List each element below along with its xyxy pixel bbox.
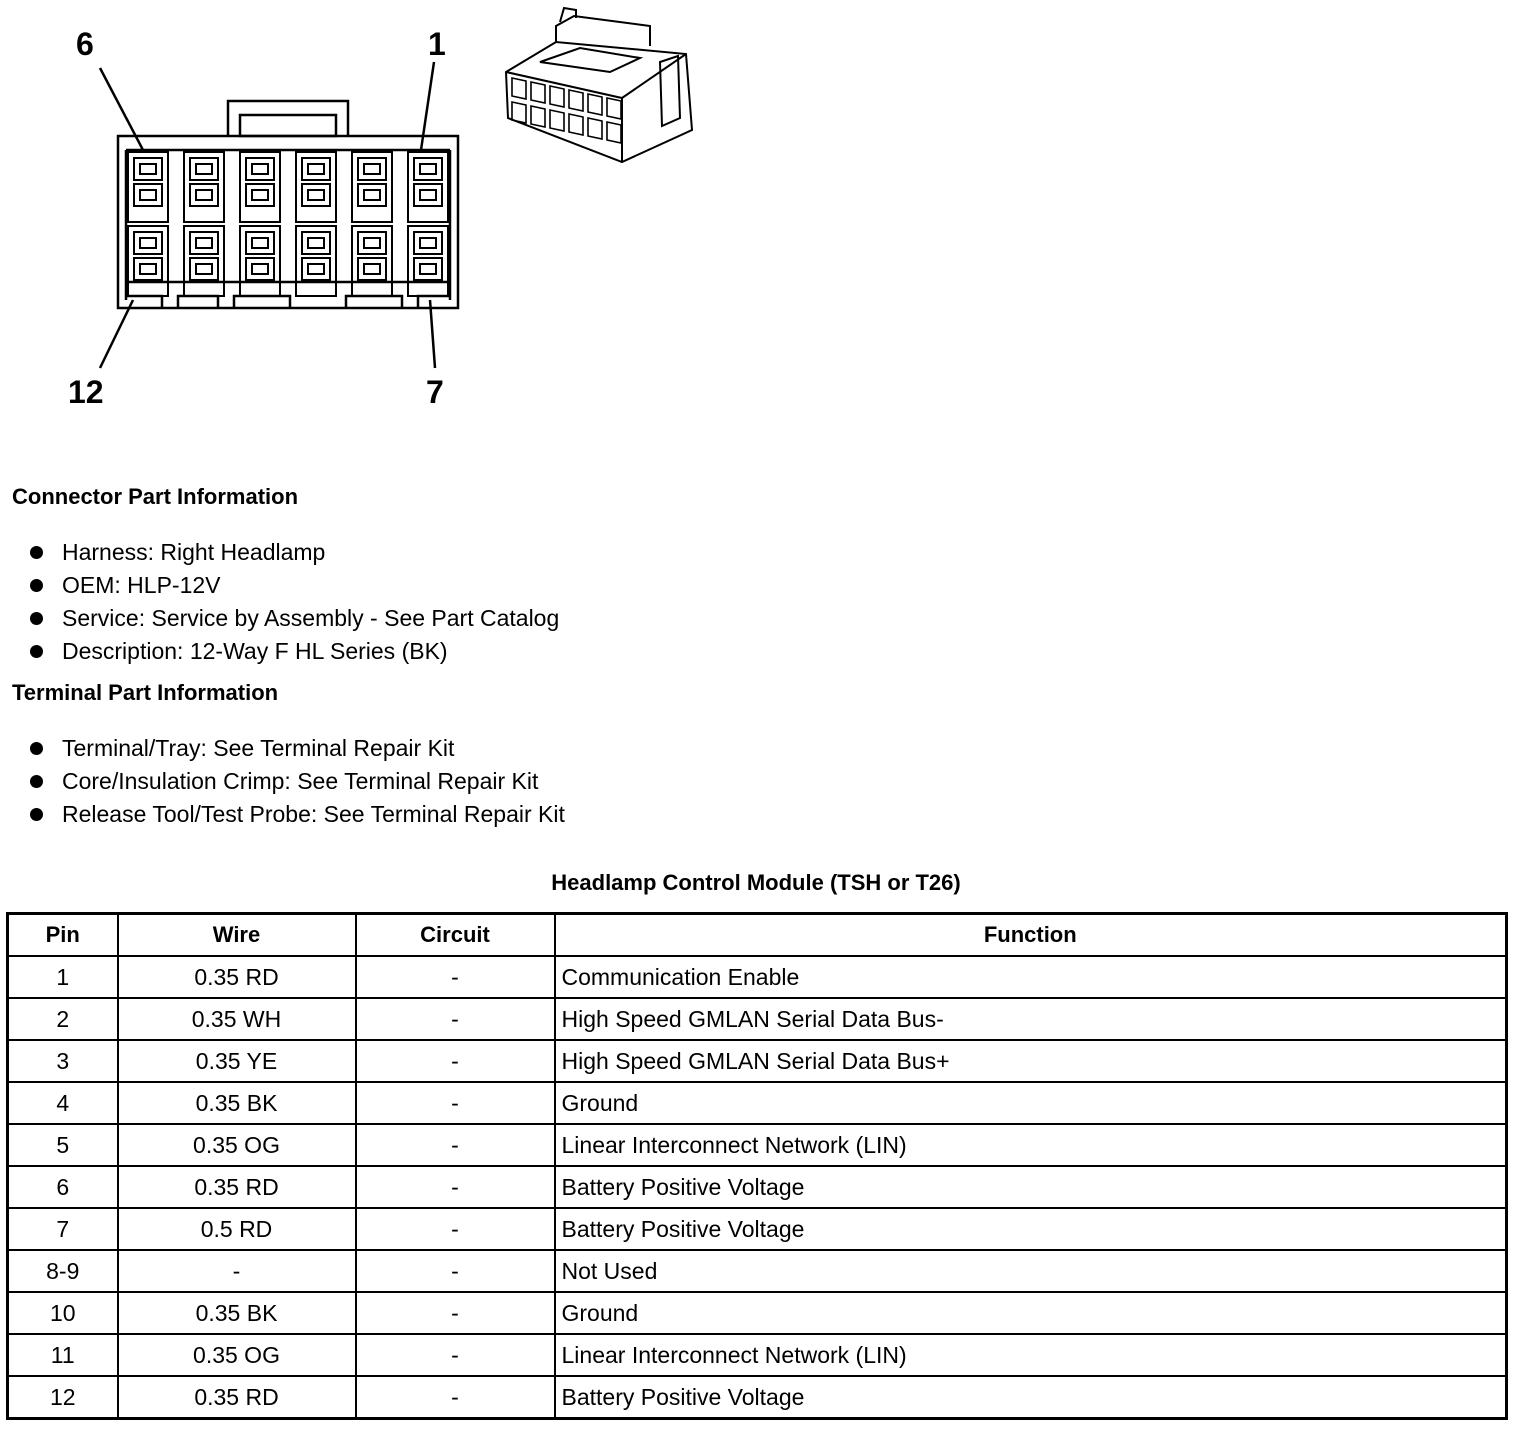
column-header-pin: Pin	[8, 914, 118, 957]
circuit-cell: -	[356, 1292, 555, 1334]
terminal-cavity	[352, 152, 392, 222]
table-row	[8, 1376, 1507, 1419]
bullet-icon	[30, 645, 43, 658]
pin-cell: 5	[8, 1124, 118, 1166]
list-item	[30, 732, 565, 765]
terminal-cavity	[240, 152, 280, 222]
iso-cavity	[588, 118, 602, 139]
connector-face-diagram	[0, 0, 480, 420]
list-item	[30, 798, 565, 831]
pin-cell: 1	[8, 956, 118, 998]
list-item	[30, 602, 559, 635]
table-row	[8, 1250, 1507, 1292]
wire-cell: 0.35 RD	[118, 1376, 356, 1419]
iso-cavity	[607, 122, 621, 143]
table-row	[8, 998, 1507, 1040]
terminal-cavity	[240, 226, 280, 296]
bullet-icon	[30, 579, 43, 592]
circuit-cell: -	[356, 1376, 555, 1419]
pinout-table	[6, 912, 1508, 1420]
wire-cell: -	[118, 1250, 356, 1292]
pin-cell: 11	[8, 1334, 118, 1376]
wire-cell: 0.35 BK	[118, 1292, 356, 1334]
column-header-circuit: Circuit	[356, 914, 555, 957]
pin-cell: 2	[8, 998, 118, 1040]
table-body	[8, 956, 1507, 1419]
function-cell: Battery Positive Voltage	[555, 1208, 1507, 1250]
function-cell: Linear Interconnect Network (LIN)	[555, 1124, 1507, 1166]
pin-label-1: 1	[428, 26, 446, 62]
pin-label-12: 12	[68, 374, 104, 410]
table-row	[8, 1208, 1507, 1250]
table-row	[8, 956, 1507, 998]
connector-info-title: Connector Part Information	[12, 484, 299, 509]
circuit-cell: -	[356, 1166, 555, 1208]
iso-cavity	[550, 86, 564, 107]
terminal-info-list	[30, 732, 565, 831]
circuit-cell: -	[356, 956, 555, 998]
pin-cell: 12	[8, 1376, 118, 1419]
table-row	[8, 1040, 1507, 1082]
list-item-text: Core/Insulation Crimp: See Terminal Repair Kit	[62, 768, 539, 794]
circuit-cell: -	[356, 1250, 555, 1292]
bullet-icon	[30, 612, 43, 625]
terminal-cavity	[408, 152, 448, 222]
terminal-cavity	[296, 152, 336, 222]
circuit-cell: -	[356, 1334, 555, 1376]
list-item-text: Release Tool/Test Probe: See Terminal Repair Kit	[62, 801, 565, 827]
pin-cell: 4	[8, 1082, 118, 1124]
circuit-cell: -	[356, 998, 555, 1040]
table-row	[8, 1082, 1507, 1124]
circuit-cell: -	[356, 1208, 555, 1250]
wire-cell: 0.5 RD	[118, 1208, 356, 1250]
wire-cell: 0.35 WH	[118, 998, 356, 1040]
terminal-cavity	[184, 152, 224, 222]
wire-cell: 0.35 YE	[118, 1040, 356, 1082]
list-item-text: Terminal/Tray: See Terminal Repair Kit	[62, 735, 455, 761]
terminal-cavity	[184, 226, 224, 296]
column-header-function: Function	[555, 914, 1507, 957]
wire-cell: 0.35 OG	[118, 1334, 356, 1376]
connector-info-list	[30, 536, 559, 668]
function-cell: Linear Interconnect Network (LIN)	[555, 1334, 1507, 1376]
wire-cell: 0.35 RD	[118, 1166, 356, 1208]
iso-cavity	[569, 90, 583, 111]
function-cell: Communication Enable	[555, 956, 1507, 998]
pin-cell: 7	[8, 1208, 118, 1250]
list-item-text: OEM: HLP-12V	[62, 572, 221, 598]
iso-cavity	[607, 98, 621, 119]
connector-face-svg	[0, 0, 480, 420]
list-item	[30, 635, 559, 668]
table-row	[8, 1334, 1507, 1376]
iso-cavity	[550, 110, 564, 131]
terminal-cavity	[296, 226, 336, 296]
iso-cavity	[512, 78, 526, 99]
circuit-cell: -	[356, 1040, 555, 1082]
function-cell: High Speed GMLAN Serial Data Bus-	[555, 998, 1507, 1040]
iso-cavity	[588, 94, 602, 115]
terminal-cavity	[408, 226, 448, 296]
pin-cell: 8-9	[8, 1250, 118, 1292]
table-row	[8, 1292, 1507, 1334]
bullet-icon	[30, 775, 43, 788]
list-item	[30, 765, 565, 798]
pin-cell: 10	[8, 1292, 118, 1334]
list-item	[30, 536, 559, 569]
wire-cell: 0.35 OG	[118, 1124, 356, 1166]
function-cell: High Speed GMLAN Serial Data Bus+	[555, 1040, 1507, 1082]
circuit-cell: -	[356, 1082, 555, 1124]
iso-cavity	[531, 82, 545, 103]
bullet-icon	[30, 808, 43, 821]
list-item-text: Service: Service by Assembly - See Part Catalog	[62, 605, 560, 631]
terminal-cavity	[128, 226, 168, 296]
pin-label-7: 7	[426, 374, 444, 410]
pin-label-6: 6	[76, 26, 94, 62]
iso-cavity	[569, 114, 583, 135]
function-cell: Battery Positive Voltage	[555, 1166, 1507, 1208]
function-cell: Ground	[555, 1082, 1507, 1124]
function-cell: Ground	[555, 1292, 1507, 1334]
table-row	[8, 1166, 1507, 1208]
circuit-cell: -	[356, 1124, 555, 1166]
iso-cavity	[531, 106, 545, 127]
terminal-info-title: Terminal Part Information	[12, 680, 279, 705]
list-item	[30, 569, 559, 602]
wire-cell: 0.35 RD	[118, 956, 356, 998]
pin-cell: 6	[8, 1166, 118, 1208]
bullet-icon	[30, 742, 43, 755]
function-cell: Not Used	[555, 1250, 1507, 1292]
table-header-row	[8, 914, 1507, 957]
pin-cell: 3	[8, 1040, 118, 1082]
bullet-icon	[30, 546, 43, 559]
column-header-wire: Wire	[118, 914, 356, 957]
function-cell: Battery Positive Voltage	[555, 1376, 1507, 1419]
table-title: Headlamp Control Module (TSH or T26)	[551, 870, 961, 895]
list-item-text: Harness: Right Headlamp	[62, 539, 326, 565]
terminal-cavity	[352, 226, 392, 296]
connector-isometric-svg	[500, 0, 700, 170]
connector-isometric-illustration	[500, 0, 700, 170]
list-item-text: Description: 12-Way F HL Series (BK)	[62, 638, 448, 664]
table-row	[8, 1124, 1507, 1166]
wire-cell: 0.35 BK	[118, 1082, 356, 1124]
terminal-cavity	[128, 152, 168, 222]
iso-cavity	[512, 102, 526, 123]
